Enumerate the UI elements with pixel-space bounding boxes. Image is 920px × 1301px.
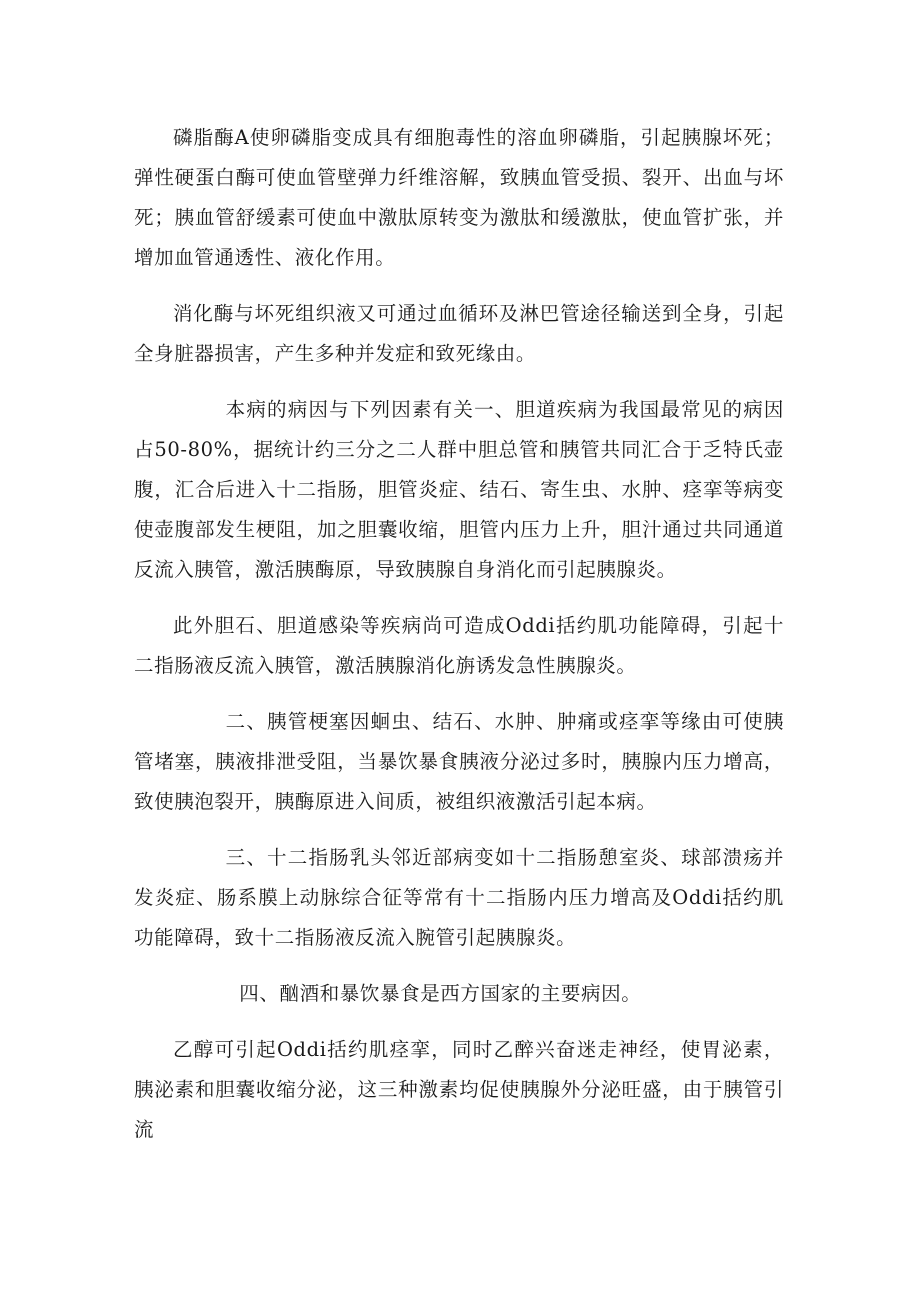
paragraph-biliary-disease: 本病的病因与下列因素有关一、胆道疾病为我国最常见的病因占50-80%，据统计约三分之二人群中胆总管和胰管共同汇合于乏特氏壶腹，汇合后进入十二指肠，胆管炎症、结石、寄生虫、水肿、痉挛等病变使壶腹部发生梗阻，加之胆囊收缩，胆管内压力上升，胆汁通过共同通道反流入胰管，激活胰酶原，导致胰腺自身消化而引起胰腺炎。 [134, 398, 784, 581]
paragraph-pancreatic-duct-obstruction: 二、胰管梗塞因蛔虫、结石、水肿、肿痛或痉挛等缘由可使胰管堵塞，胰液排泄受阻，当暴饮暴食胰液分泌过多时，胰腺内压力增高，致使胰泡裂开，胰酶原进入间质，被组织液激活引起本病。 [134, 710, 784, 813]
document-body [134, 118, 784, 1166]
paragraph-phospholipase: 磷脂酶A使卵磷脂变成具有细胞毒性的溶血卵磷脂，引起胰腺坏死；弹性硬蛋白酶可使血管壁弹力纤维溶解，致胰血管受损、裂开、出血与坏死；胰血管舒缓素可使血中激肽原转变为激肽和缓激肽，使血管扩张，并增加血管通透性、液化作用。 [134, 126, 784, 269]
paragraph-duodenal-papilla: 三、十二指肠乳头邻近部病变如十二指肠憩室炎、球部溃疡并发炎症、肠系膜上动脉综合征等常有十二指肠内压力增高及Oddi括约肌功能障碍，致十二指肠液反流入腕管引起胰腺炎。 [134, 846, 784, 949]
paragraph-digestive-enzymes: 消化酶与坏死组织液又可通过血循环及淋巴管途径输送到全身，引起全身脏器损害，产生多种并发症和致死缘由。 [134, 302, 784, 365]
paragraph-ethanol: 乙醇可引起Oddi括约肌痉挛，同时乙醉兴奋迷走神经，使胃泌素，胰泌素和胆囊收缩分泌，这三种激素均促使胰腺外分泌旺盛，由于胰管引流 [134, 1038, 784, 1141]
paragraph-alcohol-heading: 四、酗酒和暴饮暴食是西方国家的主要病因。 [239, 982, 642, 1005]
paragraph-oddi-dysfunction: 此外胆石、胆道感染等疾病尚可造成Oddi括约肌功能障碍，引起十二指肠液反流入胰管，激活胰腺消化旃诱发急性胰腺炎。 [134, 614, 784, 677]
